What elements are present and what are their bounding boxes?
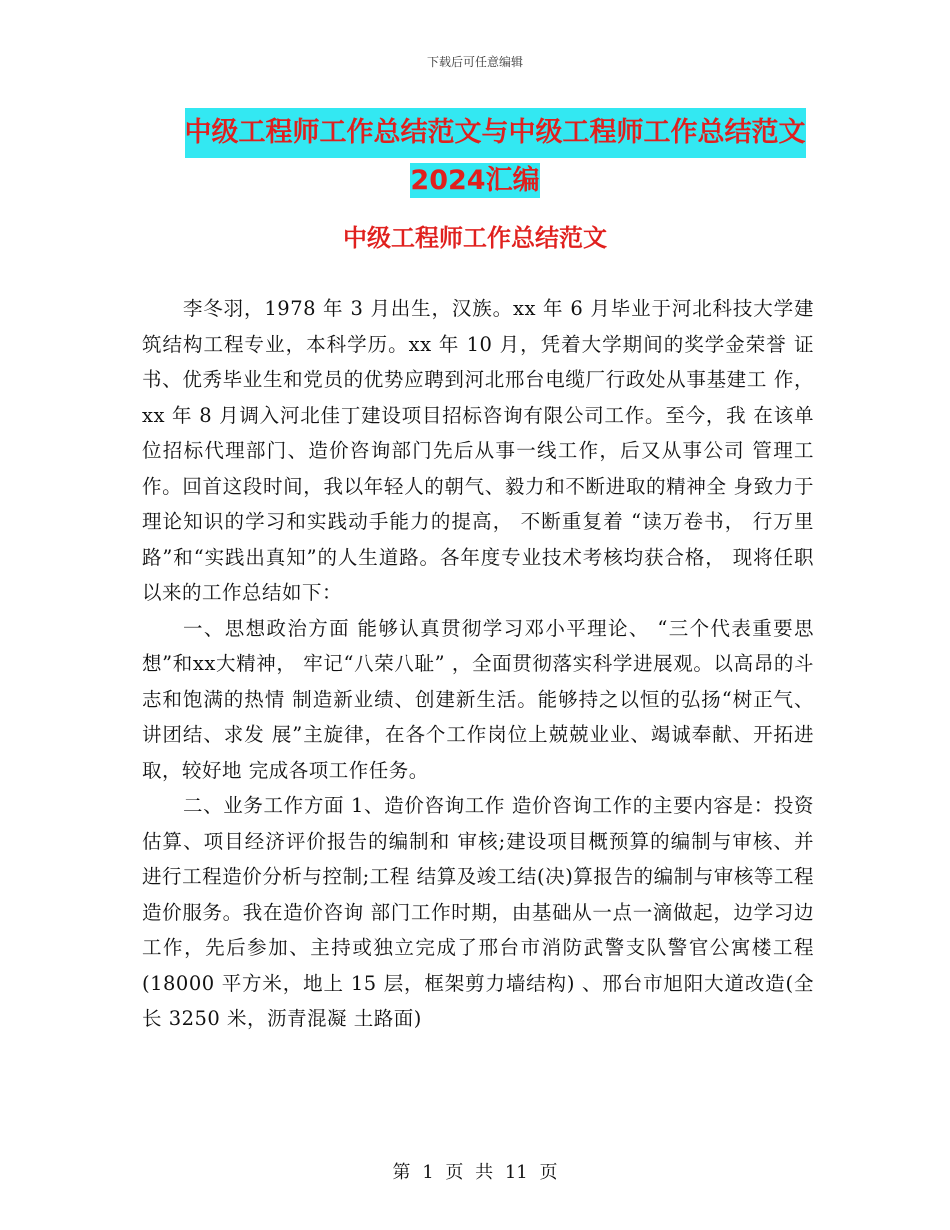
- document-title-line1: 中级工程师工作总结范文与中级工程师工作总结范文: [185, 108, 806, 158]
- document-title-line2: 2024汇编: [410, 165, 540, 196]
- paragraph-political: 一、思想政治方面 能够认真贯彻学习邓小平理论、 “三个代表重要思想”和xx大精神， 牢记“八荣八耻” ，全面贯彻落实科学进展观。以高昂的斗志和饱满的热情 制造新业绩、创建新生活。能够持之以恒的弘扬“树正气、讲团结、求发 展”主旋律，在各个工作岗位上兢兢业业、竭诚奉献、开拓进取，较好地 完成各项工作任务。: [142, 616, 814, 782]
- header-note: 下载后可任意编辑: [426, 55, 523, 69]
- body-text: [142, 291, 814, 1037]
- paragraph-intro: 李冬羽，1978 年 3 月出生，汉族。xx 年 6 月毕业于河北科技大学建 筑结构工程专业，本科学历。xx 年 10 月，凭着大学期间的奖学金荣誉 证书、优秀毕业生和党员的优势应聘到河北邢台电缆厂行政处从事基建工 作，xx 年 8 月调入河北佳丁建设项目招标咨询有限公司工作。至今，我 在该单位招标代理部门、造价咨询部门先后从事一线工作，后又从事公司 管理工作。回首这段时间，我以年轻人的朝气、毅力和不断进取的精神全 身致力于理论知识的学习和实践动手能力的提高， 不断重复着 “读万卷书， 行万里路”和“实践出真知”的人生道路。各年度专业技术考核均获合格， 现将任职以来的工作总结如下：: [142, 297, 814, 604]
- document-title: [0, 108, 950, 204]
- page-footer: 第 1 页 共 11 页: [392, 1162, 558, 1183]
- section-title: 中级工程师工作总结范文: [343, 224, 607, 252]
- paragraph-business: 二、业务工作方面 1、造价咨询工作 造价咨询工作的主要内容是：投资估算、项目经济评价报告的编制和 审核;建设项目概预算的编制与审核、并进行工程造价分析与控制;工程 结算及竣工结(决)算报告的编制与审核等工程造价服务。我在造价咨询 部门工作时期，由基础从一点一滴做起，边学习边工作，先后参加、主持或独立完成了邢台市消防武警支队警官公寓楼工程(18000 平方米，地上 15 层，框架剪力墙结构) 、邢台市旭阳大道改造(全长 3250 米，沥青混凝 土路面): [142, 794, 814, 1030]
